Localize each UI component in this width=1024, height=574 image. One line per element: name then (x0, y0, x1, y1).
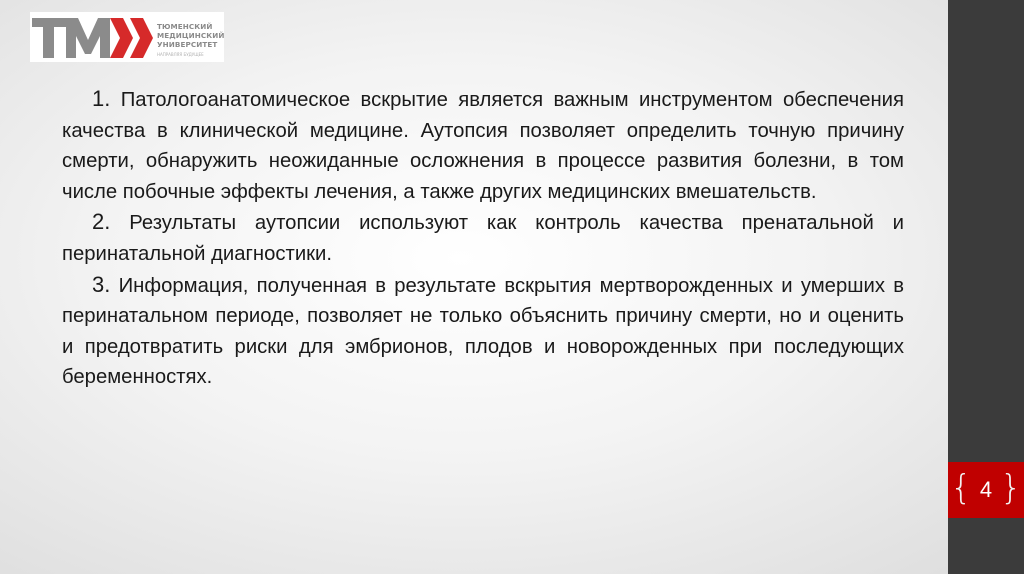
left-brace-icon: { (950, 468, 972, 508)
paragraph-text: Патологоанатомическое вскрытие является важным инструментом обеспечения качества в клинической медицине. Аутопсия позволяет определить точную причину смерти, обнаружить неожиданные осложнения в процессе развития болезни, в том числе побочные эффекты лечения, а также других медицинских вмешательств. (62, 89, 904, 203)
logo-tagline: НАПРАВЛЯЯ БУДУЩЕЕ (157, 52, 204, 57)
paragraph-number: 3. (92, 271, 111, 297)
logo-university-name: ТЮМЕНСКИЙ МЕДИЦИНСКИЙ УНИВЕРСИТЕТ (157, 22, 225, 49)
paragraph-text: Информация, полученная в результате вскрытия мертворожденных и умерших в перинатальном периоде, позволяет не только объяснить причину смерти, но и оценить и предотвратить риски для эмбрионов, плодов и новорожденных при последующих беременностях. (62, 274, 904, 389)
page-number: 4 (979, 477, 993, 502)
paragraph-3 (62, 270, 904, 393)
slide-body-text (62, 84, 904, 393)
paragraph-number: 1. (92, 86, 111, 111)
paragraph-2 (62, 207, 904, 269)
paragraph-text: Результаты аутопсии используют как контроль качества пренатальной и перинатальной диагностики. (62, 212, 904, 265)
paragraph-number: 2. (92, 209, 111, 235)
university-logo (30, 12, 224, 62)
right-brace-icon: } (1000, 468, 1022, 508)
paragraph-1 (62, 84, 904, 207)
page-number-badge (948, 462, 1024, 518)
